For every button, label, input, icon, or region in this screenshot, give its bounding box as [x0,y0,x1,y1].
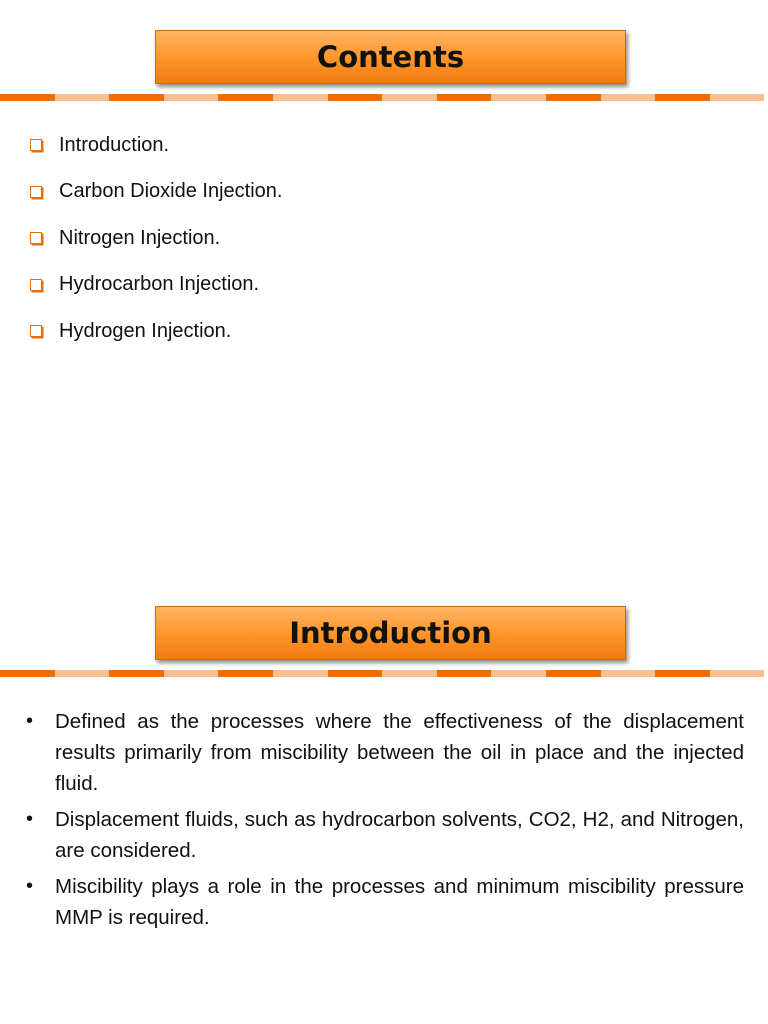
list-item: Carbon Dioxide Injection. [30,169,282,216]
checkbox-bullet-icon [30,232,42,244]
list-item: • Miscibility plays a role in the processes and minimum miscibility pressure MMP is required. [26,871,744,933]
list-item: • Displacement fluids, such as hydrocarbon solvents, CO2, H2, and Nitrogen, are considered. [26,804,744,866]
checkbox-bullet-icon [30,279,42,291]
contents-title-box [155,30,626,84]
decorative-stripe [0,670,768,677]
contents-title: Contents [316,40,465,74]
introduction-title-box [155,606,626,660]
checkbox-bullet-icon [30,139,42,151]
bullet-dot-icon: • [26,808,34,830]
list-item: Nitrogen Injection. [30,215,282,262]
bullet-dot-icon: • [26,875,34,897]
bullet-dot-icon: • [26,710,34,732]
list-item: Introduction. [30,122,282,169]
checkbox-bullet-icon [30,186,42,198]
contents-list [30,122,282,355]
list-item: • Defined as the processes where the effectiveness of the displacement results primarily from miscibility between the oil in place and the injected fluid. [26,706,744,799]
checkbox-bullet-icon [30,325,42,337]
introduction-title: Introduction [289,616,492,650]
decorative-stripe [0,94,768,101]
introduction-slide [0,576,768,1024]
introduction-bullets [26,706,744,938]
list-item: Hydrogen Injection. [30,308,282,355]
list-item: Hydrocarbon Injection. [30,262,282,309]
